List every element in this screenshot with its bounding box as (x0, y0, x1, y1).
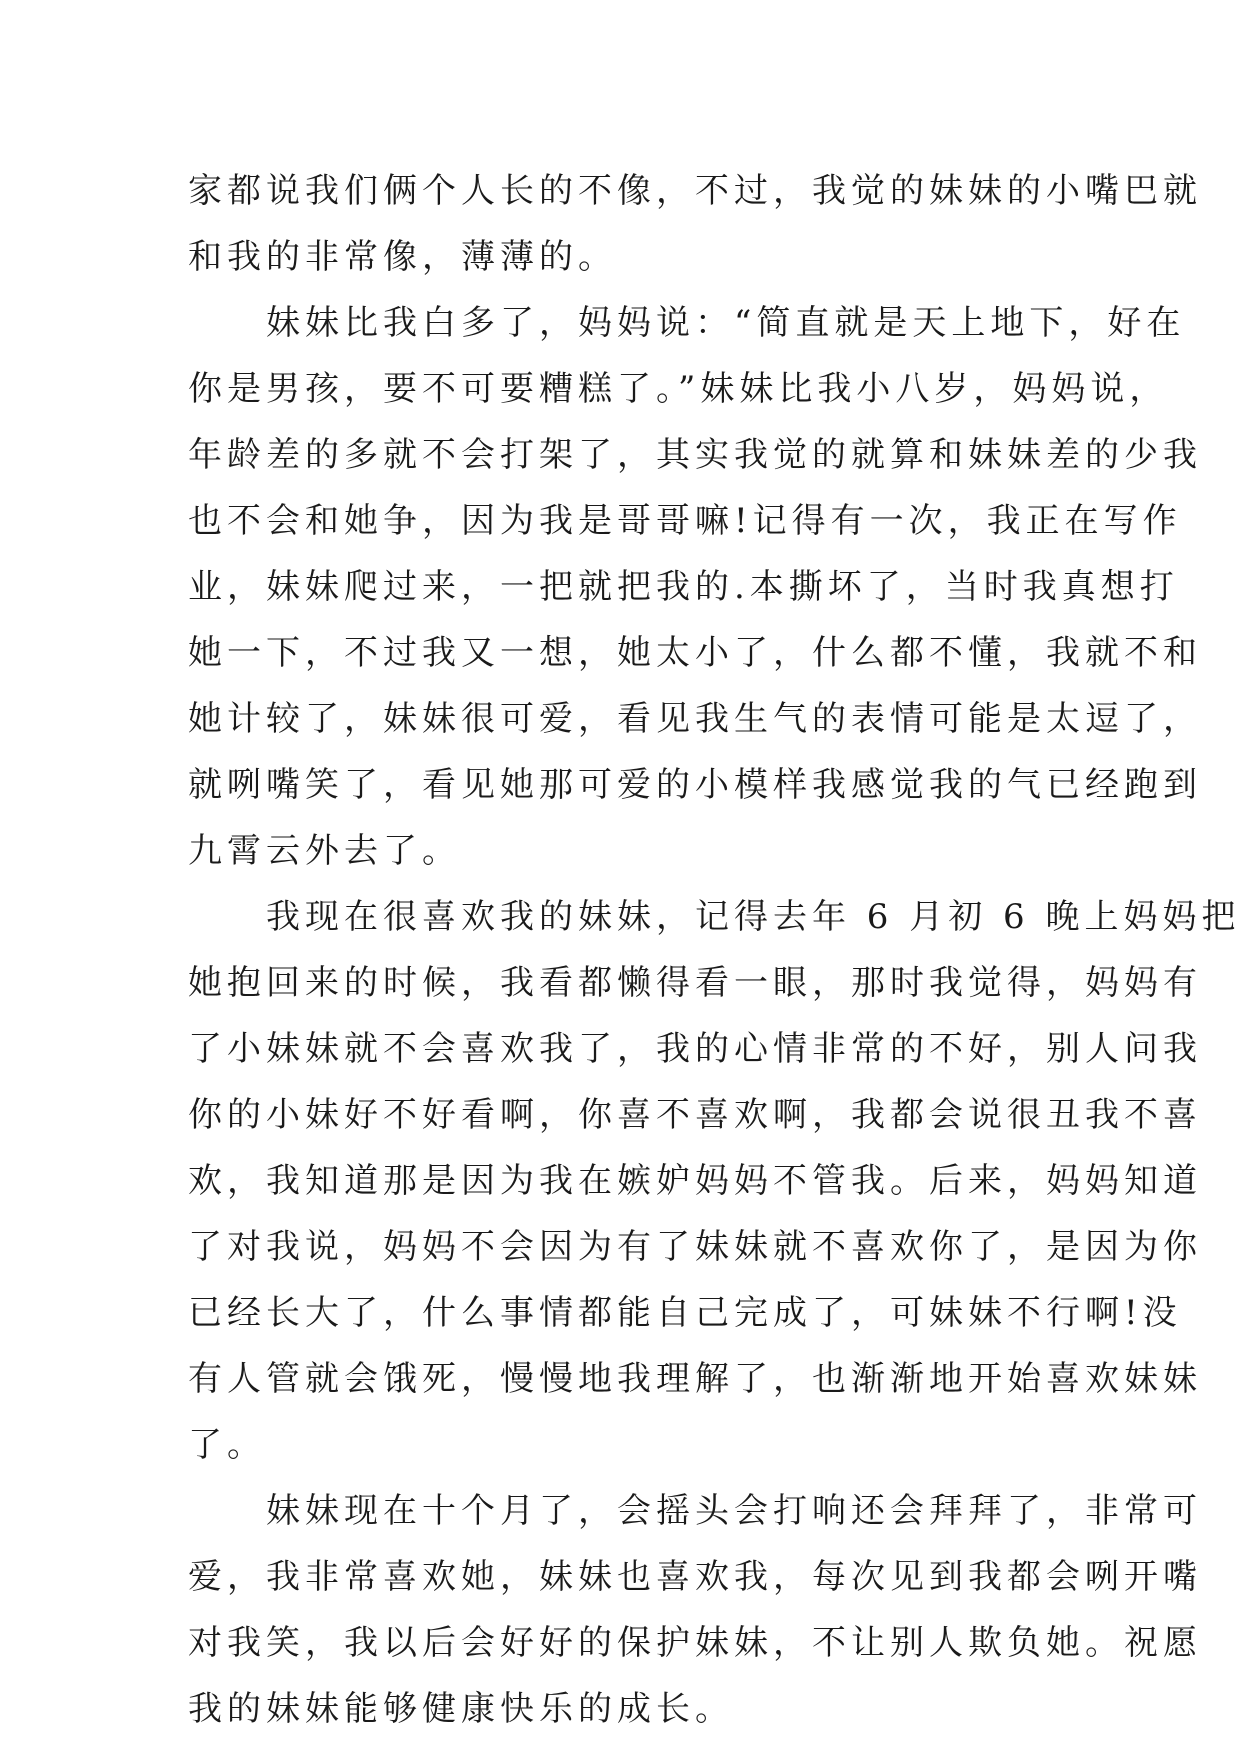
text-line: 她抱回来的时候，我看都懒得看一眼，那时我觉得，妈妈有 (188, 963, 1202, 1003)
text-line: 她计较了，妹妹很可爱，看见我生气的表情可能是太逗了， (188, 699, 1202, 739)
text-line: 我现在很喜欢我的妹妹，记得去年 6 月初 6 晚上妈妈把 (188, 897, 1241, 937)
text-line: 对我笑，我以后会好好的保护妹妹，不让别人欺负她。祝愿 (188, 1623, 1202, 1663)
text-line: 家都说我们俩个人长的不像，不过，我觉的妹妹的小嘴巴就 (188, 171, 1202, 211)
text-line: 就咧嘴笑了，看见她那可爱的小模样我感觉我的气已经跑到 (188, 765, 1202, 805)
text-line: 爱，我非常喜欢她，妹妹也喜欢我，每次见到我都会咧开嘴 (188, 1557, 1202, 1597)
text-line: 业，妹妹爬过来，一把就把我的.本撕坏了，当时我真想打 (188, 567, 1179, 607)
text-line: 九霄云外去了。 (188, 831, 461, 871)
text-line: 我的妹妹能够健康快乐的成长。 (188, 1689, 734, 1729)
text-line: 欢，我知道那是因为我在嫉妒妈妈不管我。后来，妈妈知道 (188, 1161, 1202, 1201)
text-line: 你是男孩，要不可要糟糕了。”妹妹比我小八岁，妈妈说， (188, 369, 1169, 409)
text-line: 妹妹现在十个月了，会摇头会打响还会拜拜了，非常可 (188, 1491, 1202, 1531)
text-line: 了。 (188, 1425, 266, 1465)
text-line: 和我的非常像，薄薄的。 (188, 237, 617, 277)
text-line: 她一下，不过我又一想，她太小了，什么都不懂，我就不和 (188, 633, 1202, 673)
text-line: 妹妹比我白多了，妈妈说：“简直就是天上地下，好在 (188, 303, 1186, 343)
text-line: 已经长大了，什么事情都能自己完成了，可妹妹不行啊!没 (188, 1293, 1182, 1333)
text-line: 你的小妹好不好看啊，你喜不喜欢啊，我都会说很丑我不喜 (188, 1095, 1202, 1135)
text-line: 了对我说，妈妈不会因为有了妹妹就不喜欢你了，是因为你 (188, 1227, 1202, 1267)
text-line: 也不会和她争，因为我是哥哥嘛!记得有一次，我正在写作 (188, 501, 1182, 541)
text-line: 年龄差的多就不会打架了，其实我觉的就算和妹妹差的少我 (188, 435, 1202, 475)
text-line: 了小妹妹就不会喜欢我了，我的心情非常的不好，别人问我 (188, 1029, 1202, 1069)
text-line: 有人管就会饿死，慢慢地我理解了，也渐渐地开始喜欢妹妹 (188, 1359, 1202, 1399)
document-body (188, 158, 1241, 1742)
